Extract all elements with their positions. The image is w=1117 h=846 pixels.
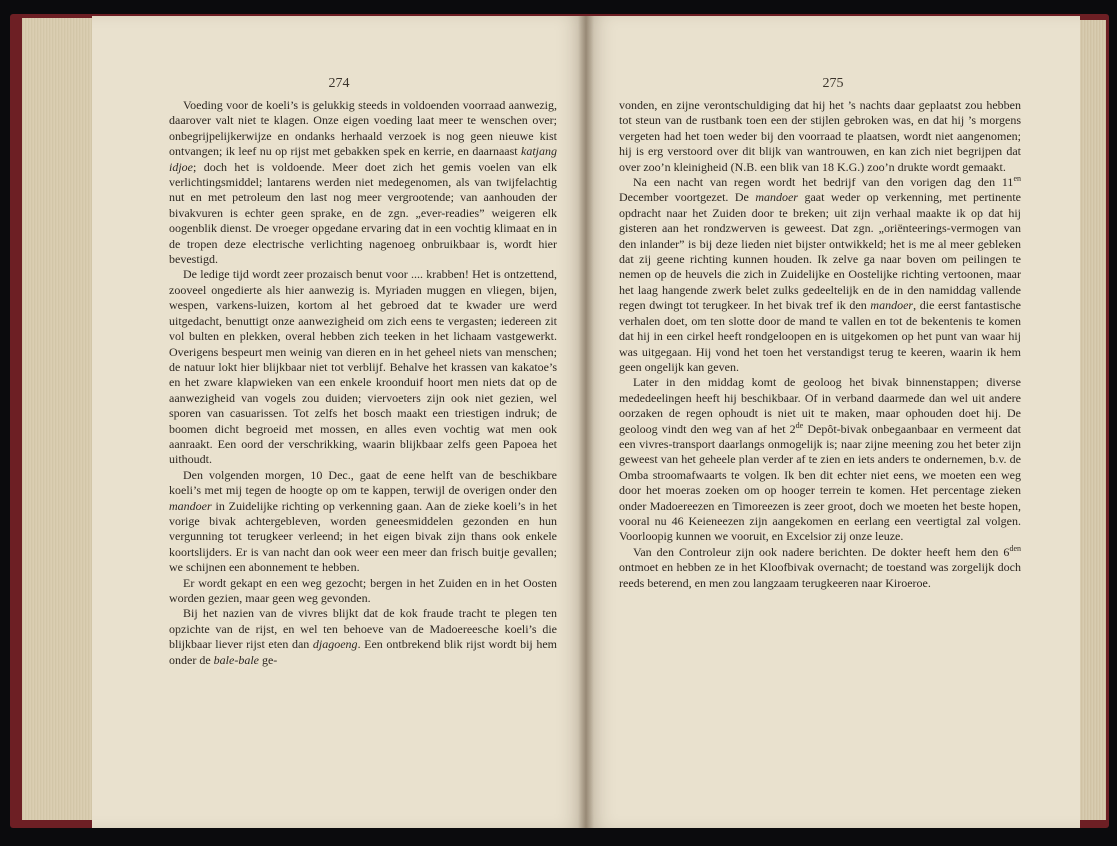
text-run: , die eerst fantastische verhalen doet, om ten slotte door de mand te vallen en tot de bekentenis te komen dat hij in een cirkel heeft rondgeloopen en is uitgekomen op het punt van waar hij was uitgegaan. Hij vond het toen het verstandigst terug te keeren, waarin ik hem geen ongelijk kan geven. [619, 298, 1021, 374]
text-run: de [795, 420, 804, 430]
text-run: den [1009, 543, 1021, 553]
text-run: Voeding voor de koeli’s is gelukkig steeds in voldoenden voorraad aanwezig, daarover valt niet te klagen. Onze eigen voeding laat meer te wenschen over; onbegrijpelijkerwijze en ondanks herhaald verzoek is nog geen nieuwe kist ontvangen; ik leef nu op rijst met gebakken spek en kerrie, en daarnaast [169, 98, 557, 159]
left-page [92, 16, 586, 828]
paragraph [619, 175, 1021, 375]
page-edges-left [22, 18, 98, 820]
page-number: 275 [822, 76, 844, 91]
paragraph: vonden, en zijne verontschuldiging dat hij het ’s nachts daar geplaatst zou hebben tot steun van de rustbank toen een der stijlen gebroken was, en dat hij ’s morgens vergeten had het toen weder bij den voorraad te plaatsen, wordt niet aangenomen; hij is erg verstoord over dit blijk van wantrouwen, en kan zich niet begrijpen dat over zoo’n kleinigheid (N.B. een blik van 18 K.G.) zoo’n drukte wordt gemaakt. [619, 98, 1021, 174]
italic-term: mandoer [169, 498, 212, 513]
page-text [169, 98, 557, 668]
text-run: December voortgezet. De [619, 190, 756, 205]
paragraph [619, 545, 1021, 591]
text-run: Depôt-bivak onbegaanbaar en vermeent dat een vivres-transport daarlangs onmogelijk is; naar zijne meening zou het beter zijn geweest van het geheele plan verder af te zien en iets anders te ondernemen, b.v. de Omba stroomafwaarts te volgen. Ik ben dit echter niet eens, we moeten een weg door het moeras zoeken om op hooger terrein te komen. Het percentage zieken onder Madoereezen en Timoreezen is zeer groot, doch we moeten het beste hopen, vooral nu 46 Keieneezen zijn aangekomen en eerlang een veertigtal zal volgen. Voorloopig kunnen we vooruit, en Excelsior zij onze leuze. [619, 421, 1021, 544]
right-page [586, 16, 1080, 828]
text-run: Bij het nazien van de vivres blijkt dat de kok fraude tracht te plegen ten opzichte van de rijst, en wel ten behoeve van de Madoereesche koeli’s die blijkbaar liever rijst eten dan [169, 606, 557, 652]
paragraph [619, 375, 1021, 544]
paragraph: Er wordt gekapt en een weg gezocht; bergen in het Zuiden en in het Oosten worden gezien, maar geen weg gevonden. [169, 575, 557, 605]
italic-term: djagoeng [312, 637, 358, 652]
italic-term: mandoer [870, 298, 914, 313]
italic-term: katjang idjoe [169, 144, 557, 174]
text-run: ; doch het is voldoende. Meer doet zich het gemis voelen van elk verlichtingsmiddel; lantarens werden niet medegenomen, als van twijfelachtig nut en met petroleum den last nog meer vergrootende; van aanhouden der bivakvuren is echter geen sprake, en de zgn. „ever-readies” weigeren elk oogenblik dienst. De vroeger opgedane ervaring dat in een vochtig klimaat en in de tropen deze electrische verlichting nagenoeg onbruikbaar is, wordt hier bevestigd. [169, 159, 557, 267]
text-run: Na een nacht van regen wordt het bedrijf van den vorigen dag den 11 [633, 175, 1014, 190]
text-run: Van den Controleur zijn ook nadere berichten. De dokter heeft hem den 6 [633, 544, 1010, 559]
paragraph: De ledige tijd wordt zeer prozaisch benut voor .... krabben! Het is ontzettend, zooveel ongedierte als hier aanwezig is. Myriaden muggen en vliegen, bijen, wespen, varkens-luizen, kortom al het gebroed dat te kwader ure werd uitgedacht, benuttigt onze aanwezigheid om zich eens te vergasten; iedereen zit vol bulten en plekken, overal hebben zich teeken in het lichaam vastgewerkt. Overigens bespeurt men weinig van dieren en in het geheel niets van menschen; de natuur lokt hier blijkbaar niet tot verblijf. Behalve het krassen van kakatoe’s en het zware klapwieken van een enkele kroonduif hoort men niets dat op de aanwezigheid van vogels zou duiden; viervoeters zijn ook niet gezien, wel sporen van casuarissen. Tot zelfs het bosch maakt een triestigen indruk; de boomen dicht begroeid met mossen, en alles even vochtig wat men ook aanraakt. Een oord der verschrikking, waarin blijkbaar zelfs geen Papoea het uithoudt. [169, 267, 557, 467]
page-edges-right [1078, 20, 1106, 820]
text-run: gaat weder op verkenning, met pertinente opdracht naar het Zuiden door te breken; uit zijn verhaal maakte ik op dat hij gisteren aan het rondzwerven is geweest. Dat zgn. „oriënteerings-vermogen van den inlander” is bij deze lieden niet bijster ontwikkeld; het is me al meer gebleken dat zij geene richting kunnen houden. Ik zelve ga naar boven om peilingen te nemen op de heuvels die zich in Zuidelijke en Oostelijke richting vertoonen, maar het laag hangende zwerk belet zulks gedeeltelijk en de in den namiddag vallende regen dwingt tot terugkeer. In het bivak tref ik den [619, 190, 1021, 313]
text-run: en [1013, 174, 1021, 184]
text-run: ge- [258, 652, 278, 667]
paragraph [169, 468, 557, 576]
italic-term: bale-bale [213, 652, 259, 667]
book-gutter [578, 16, 594, 828]
paragraph [169, 606, 557, 668]
text-run: in Zuidelijke richting op verkenning gaan. Aan de zieke koeli’s in het vorige bivak achtergebleven, worden geneesmiddelen gezonden en hun vergunning tot terugkeer verleend; in het eigen bivak zijn thans ook enkele koortslijders. Er is van nacht dan ook weer een meer dan frisch buitje gevallen; we schijnen een abonnement te hebben. [169, 498, 557, 575]
text-run: Later in den middag komt de geoloog het bivak binnenstappen; diverse mededeelingen heeft hij beschikbaar. Of in verband daarmede dan wel uit andere oorzaken de regen ophoudt is niet uit te maken, maar ophouden doet hij. De geoloog vindt den weg van af het 2 [619, 375, 1021, 436]
text-run: Den volgenden morgen, 10 Dec., gaat de eene helft van de beschikbare koeli’s met mij tegen de hoogte op om te kappen, terwijl de overigen onder den [169, 467, 557, 498]
page-number: 274 [328, 76, 350, 91]
page-text [619, 98, 1021, 591]
text-run: . Een ontbrekend blik rijst wordt bij hem onder de [169, 637, 557, 667]
paragraph [169, 98, 557, 267]
italic-term: mandoer [755, 190, 798, 205]
text-run: ontmoet en hebben ze in het Kloofbivak overnacht; de toestand was zorgelijk doch reeds beterend, en men zou langzaam terugkeeren naar Kiroeroe. [619, 560, 1021, 590]
